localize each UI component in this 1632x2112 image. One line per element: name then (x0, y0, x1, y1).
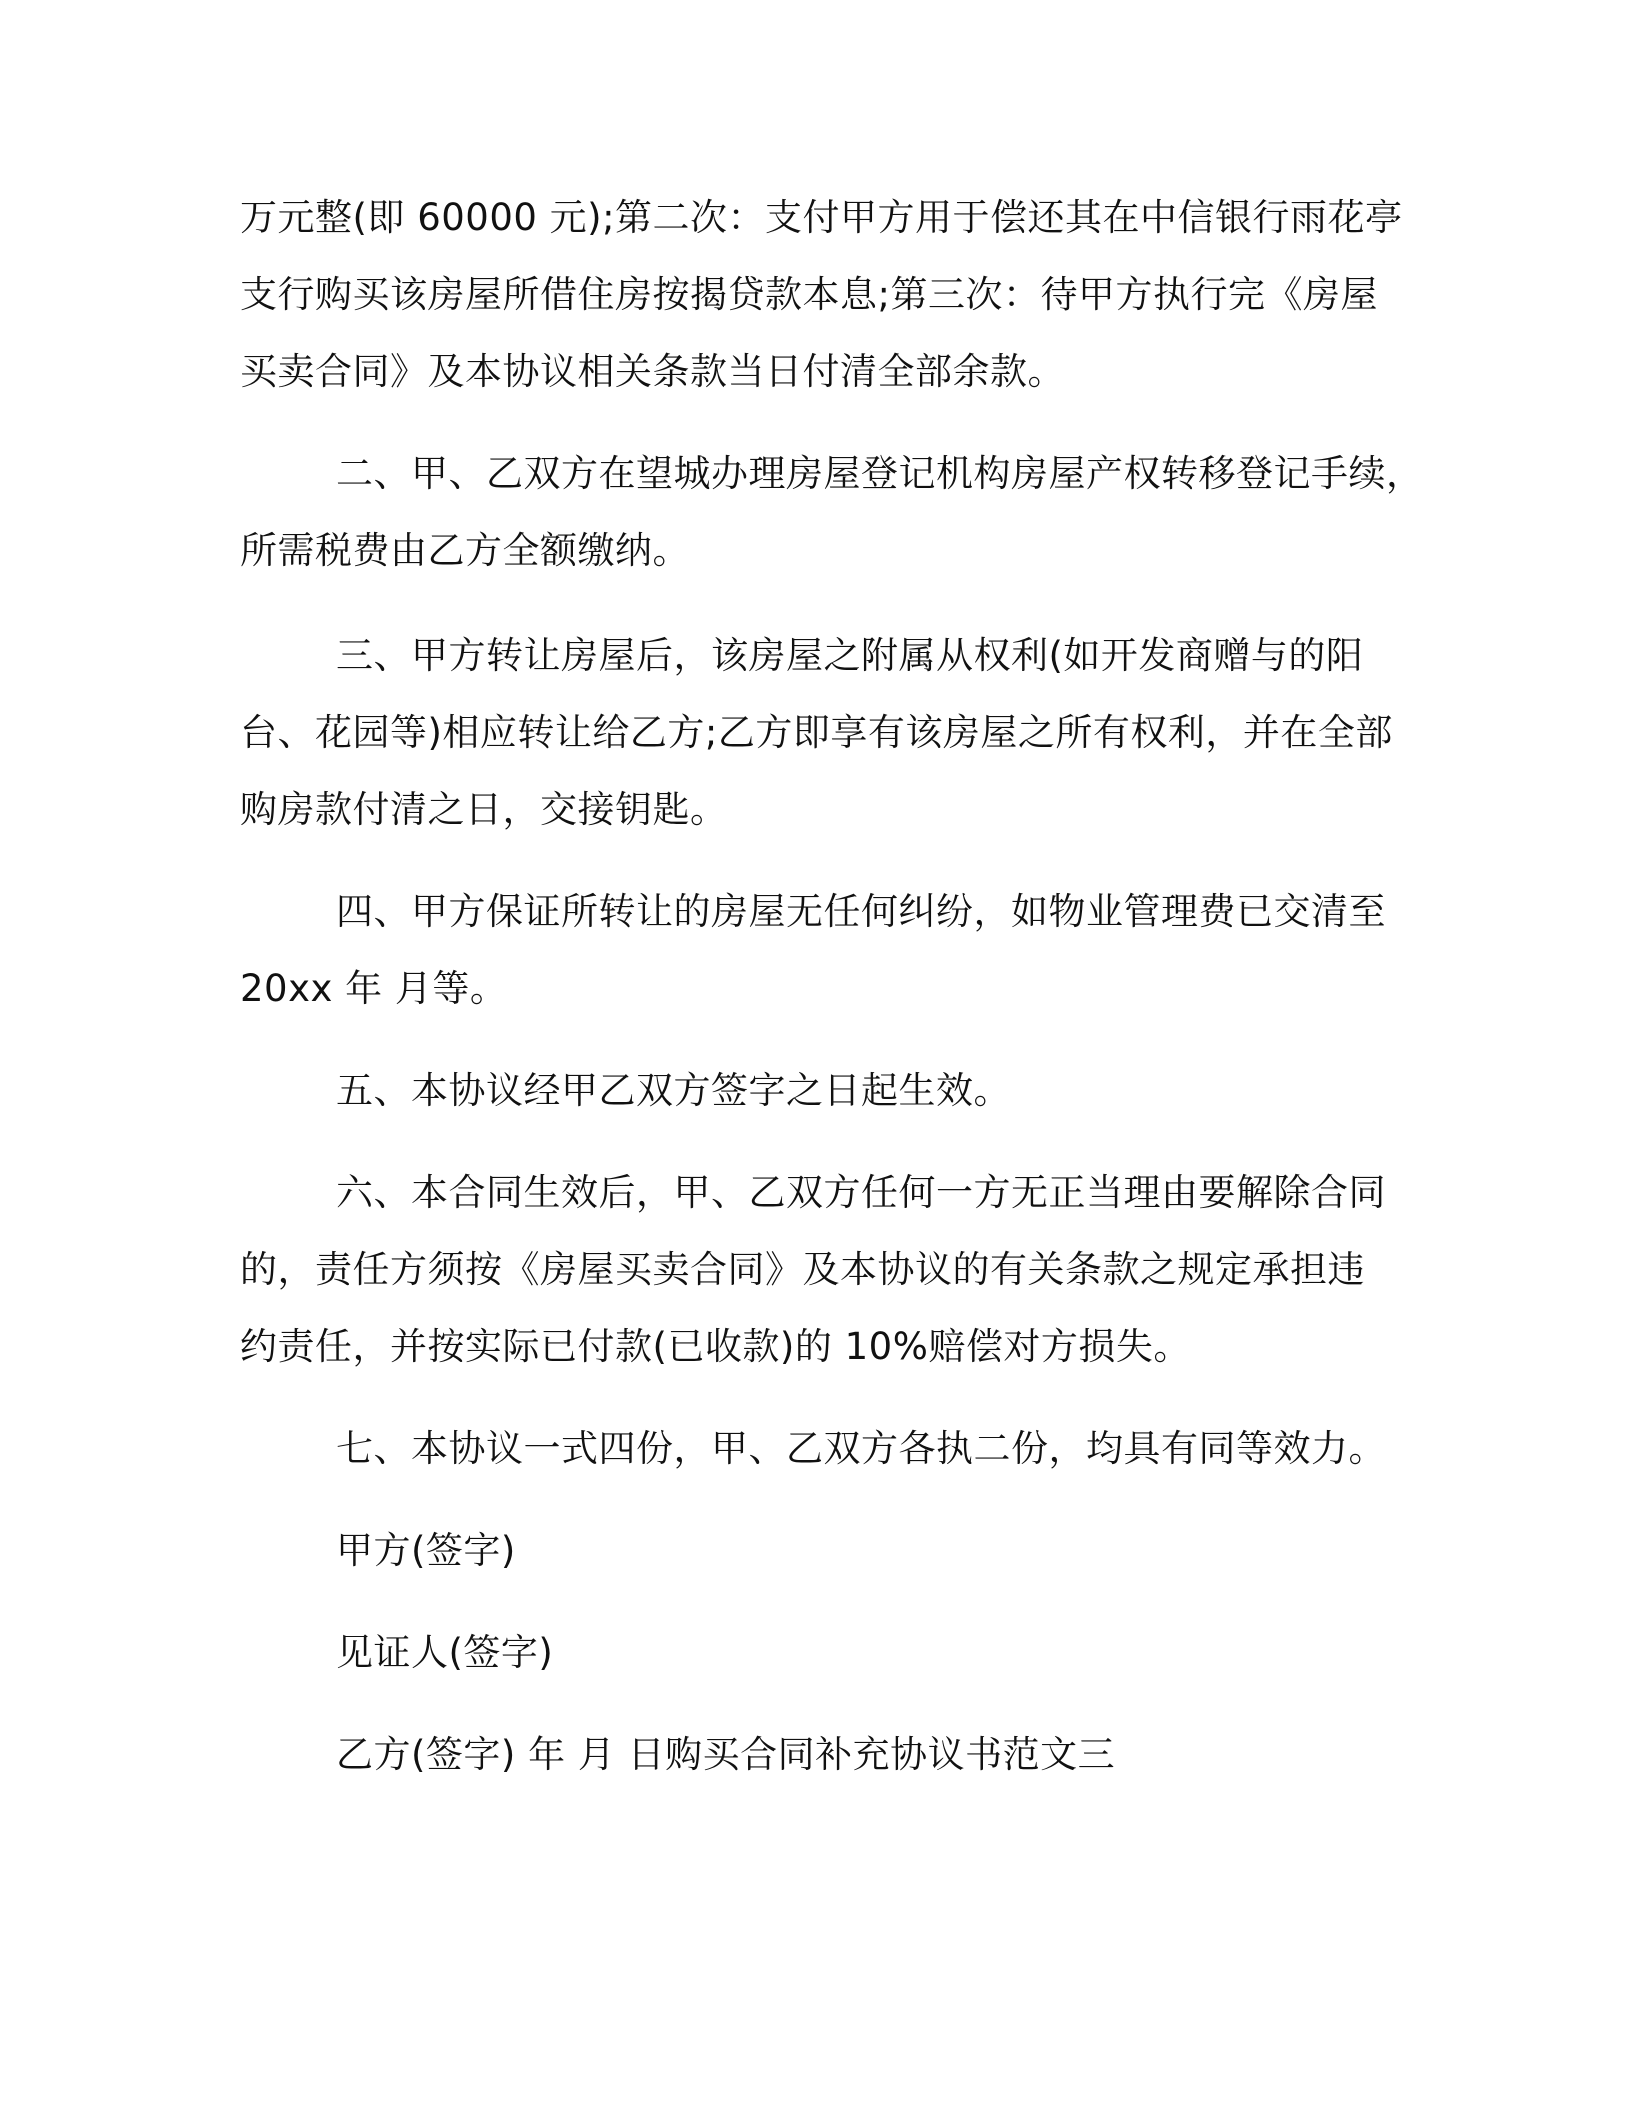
clause-4-line-1: 四、甲方保证所转让的房屋无任何纠纷，如物业管理费已交清至 (336, 890, 1386, 933)
clause-3-line-1: 三、甲方转让房屋后，该房屋之附属从权利(如开发商赠与的阳 (336, 634, 1364, 677)
clause-3-line-3: 购房款付清之日，交接钥匙。 (240, 788, 728, 831)
clause-2-line-1: 二、甲、乙双方在望城办理房屋登记机构房屋产权转移登记手续， (336, 452, 1424, 495)
text-line-1: 万元整(即 60000 元);第二次：支付甲方用于偿还其在中信银行雨花亭 (240, 196, 1403, 239)
clause-7-line-1: 七、本协议一式四份，甲、乙双方各执二份，均具有同等效力。 (336, 1427, 1386, 1470)
clause-3-line-2: 台、花园等)相应转让给乙方;乙方即享有该房屋之所有权利，并在全部 (240, 711, 1393, 754)
clause-4-line-2: 20xx 年 月等。 (240, 967, 508, 1010)
text-line-2: 支行购买该房屋所借住房按揭贷款本息;第三次：待甲方执行完《房屋 (240, 273, 1378, 316)
clause-6-line-1: 六、本合同生效后，甲、乙双方任何一方无正当理由要解除合同 (336, 1171, 1386, 1214)
clause-5-line-1: 五、本协议经甲乙双方签字之日起生效。 (336, 1069, 1011, 1112)
clause-2-line-2: 所需税费由乙方全额缴纳。 (240, 529, 690, 572)
text-line-3: 买卖合同》及本协议相关条款当日付清全部余款。 (240, 350, 1065, 393)
witness-signature: 见证人(签字) (336, 1631, 554, 1674)
party-a-signature: 甲方(签字) (336, 1529, 516, 1572)
clause-6-line-2: 的，责任方须按《房屋买卖合同》及本协议的有关条款之规定承担违 (240, 1248, 1365, 1291)
clause-6-line-3: 约责任，并按实际已付款(已收款)的 10%赔偿对方损失。 (240, 1325, 1191, 1368)
party-b-signature: 乙方(签字) 年 月 日购买合同补充协议书范文三 (336, 1733, 1116, 1776)
